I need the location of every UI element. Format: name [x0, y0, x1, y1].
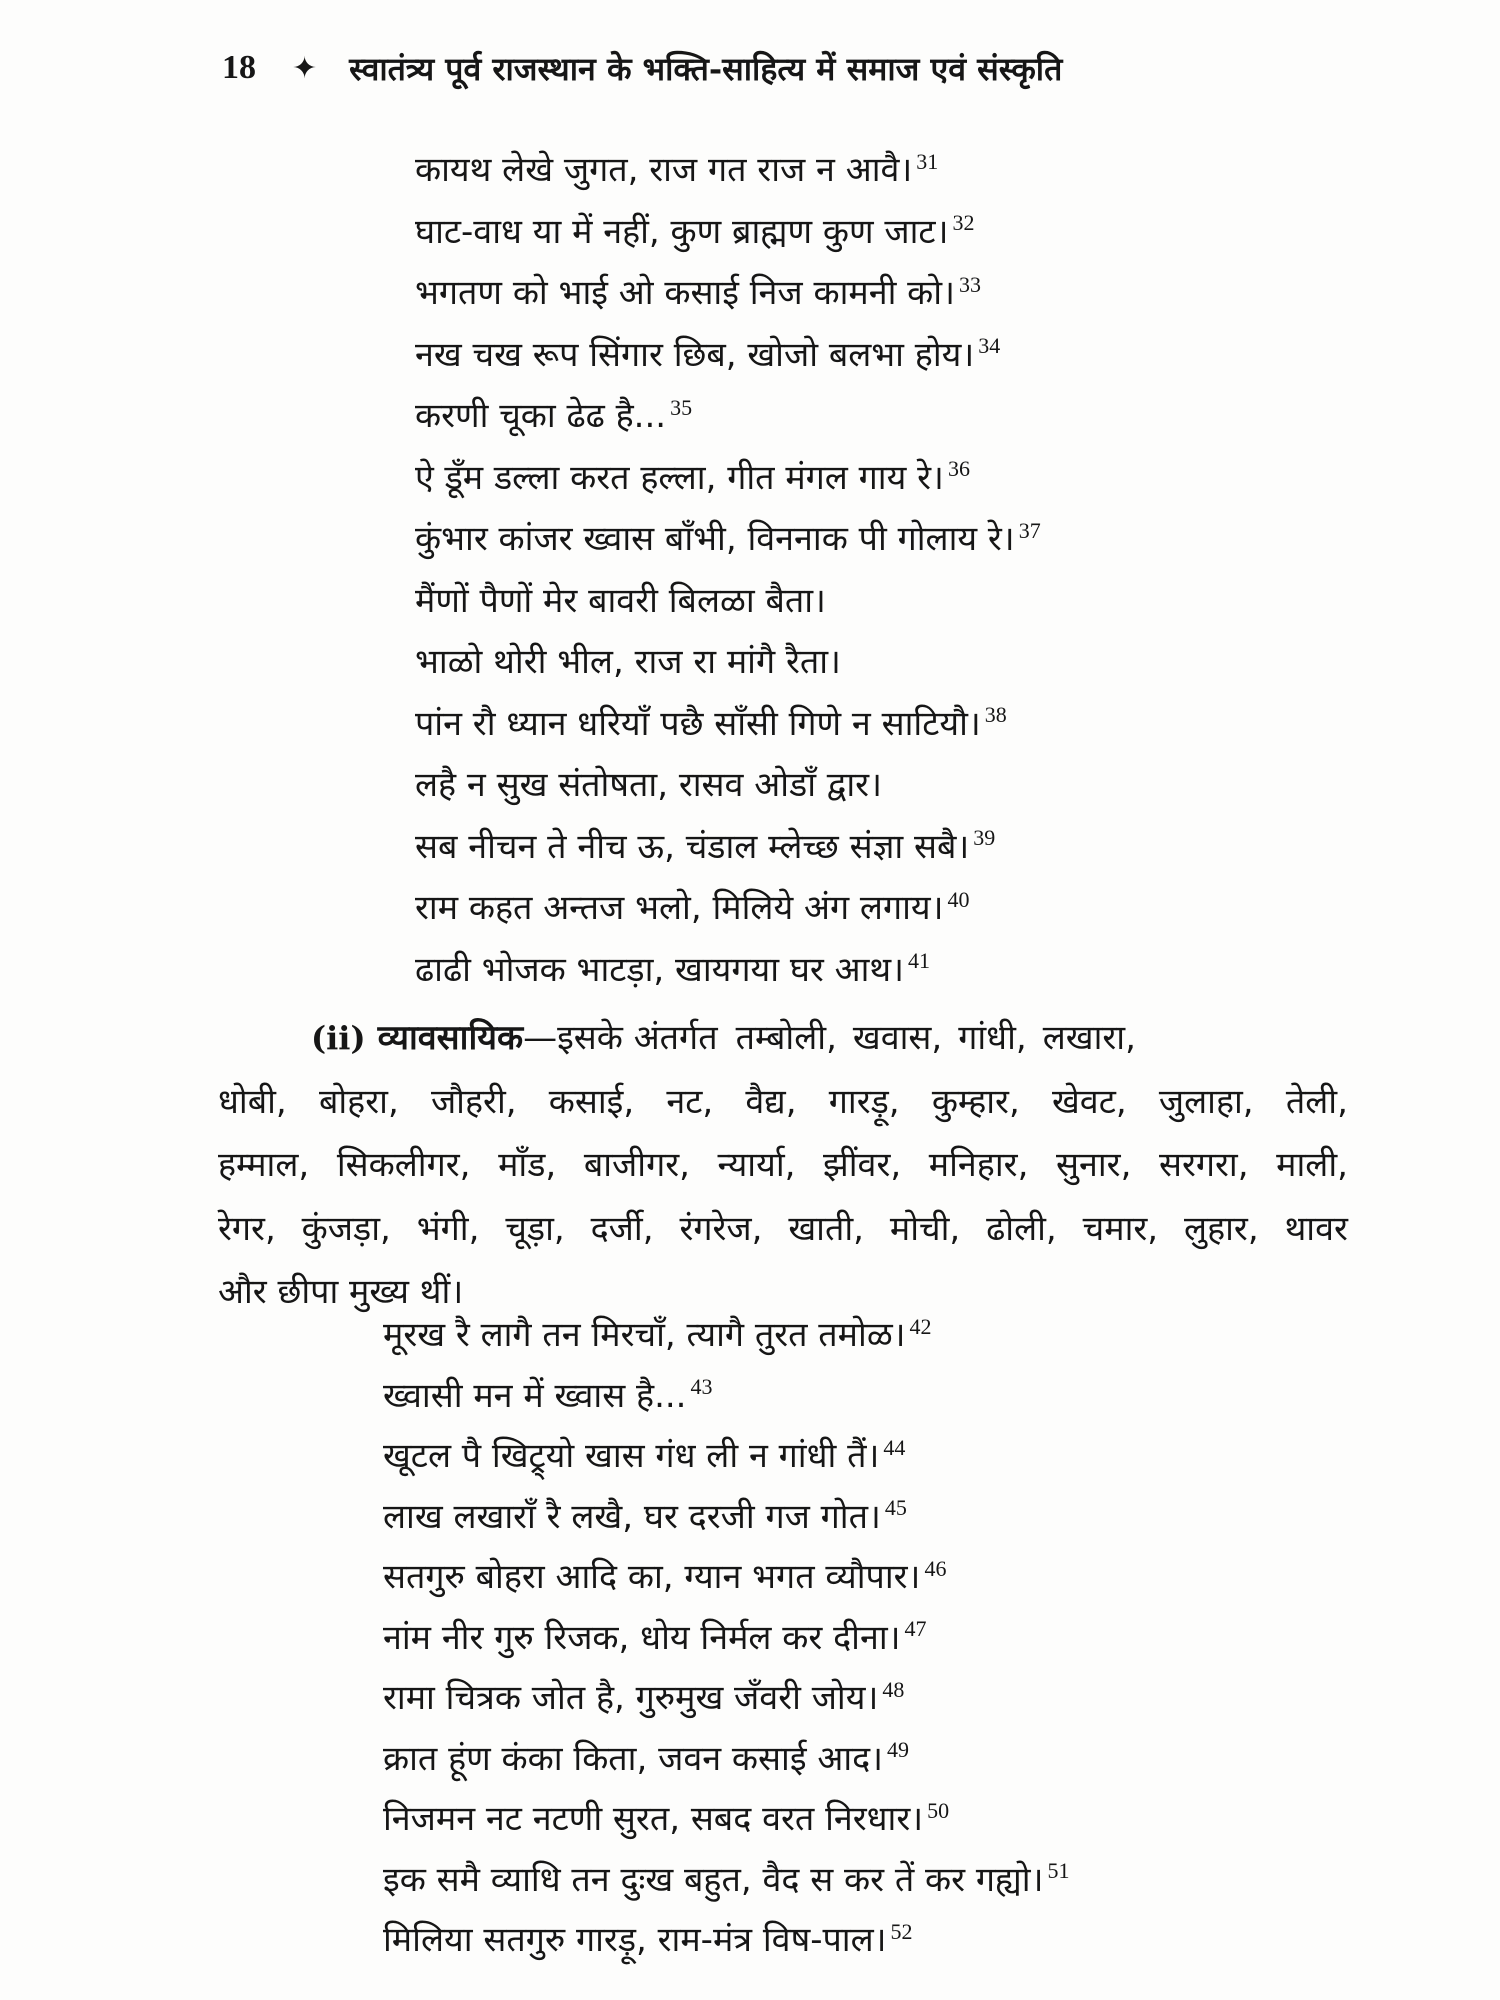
verse-line — [415, 571, 1041, 633]
footnote-marker: 49 — [887, 1737, 910, 1763]
verse-line — [383, 1305, 1069, 1366]
verse-line — [415, 817, 1041, 879]
paragraph-word: ढोली, — [986, 1208, 1057, 1249]
verse-text: घाट-वाध या में नहीं, कुण ब्राह्मण कुण जाट। — [415, 211, 949, 252]
paragraph-word: लुहार, — [1184, 1208, 1259, 1249]
paragraph-word: लखारा, — [1042, 1018, 1136, 1058]
verse-line — [383, 1547, 1069, 1608]
verse-text: खूटल पै खिट्र्यो खास गंध ली न गांधी तैं। — [383, 1436, 880, 1476]
paragraph-word: हम्माल, — [218, 1145, 310, 1185]
paragraph-word: खवास, — [852, 1018, 943, 1058]
paragraph-word: रंगरेज, — [679, 1208, 763, 1249]
paragraph-word: जुलाहा, — [1158, 1081, 1254, 1122]
verse-line — [415, 386, 1041, 448]
paragraph-line — [218, 1134, 1348, 1198]
verse-text: ख्वासी मन में ख्वास है... — [383, 1375, 687, 1416]
footnote-marker: 33 — [959, 271, 981, 297]
verse-text: ढाढी भोजक भाटड़ा, खायगया घर आथ। — [415, 949, 904, 990]
paragraph-word: तेली, — [1285, 1081, 1348, 1122]
verse-line — [383, 1608, 1069, 1669]
footnote-marker: 51 — [1047, 1858, 1070, 1884]
star-ornament-icon: ✦ — [292, 50, 318, 86]
verse-line — [383, 1729, 1069, 1790]
verse-line — [383, 1426, 1069, 1487]
verse-line — [415, 878, 1041, 940]
verse-text: नांम नीर गुरु रिजक, धोय निर्मल कर दीना। — [383, 1617, 901, 1658]
verse-line — [383, 1910, 1069, 1971]
verse-text: रामा चित्रक जोत है, गुरुमुख जँवरी जोय। — [383, 1678, 879, 1718]
paragraph-word: बोहरा, — [318, 1081, 399, 1122]
verse-line — [383, 1487, 1069, 1548]
footnote-marker: 40 — [947, 886, 970, 912]
paragraph-word: वैद्य, — [745, 1081, 797, 1122]
footnote-marker: 32 — [952, 210, 975, 236]
paragraph-word: सरगरा, — [1158, 1145, 1249, 1185]
paragraph-word: कसाई, — [548, 1081, 635, 1122]
verse-line — [383, 1366, 1069, 1427]
verse-text: मिलिया सतगुरु गारड़ू, राम-मंत्र विष-पाल। — [383, 1920, 887, 1960]
paragraph-word: माली, — [1276, 1145, 1348, 1185]
section-number: (ii) — [311, 1019, 366, 1057]
paragraph-word: झींवर, — [823, 1145, 902, 1185]
paragraph-word: नट, — [666, 1081, 714, 1122]
verse-text: निजमन नट नटणी सुरत, सबद वरत निरधार। — [383, 1799, 924, 1839]
paragraph-word: —इसके अंतर्गत — [523, 1018, 718, 1058]
verse-text: कुंभार कांजर ख्वास बाँभी, विननाक पी गोलाय रे। — [415, 519, 1015, 559]
paragraph-word: मॉंड, — [498, 1145, 557, 1185]
verse-line — [415, 694, 1041, 756]
verse-text: लहै न सुख संतोषता, रासव ओडाँ द्वार। — [415, 765, 882, 805]
verse-text: ऐ डूँम डल्ला करत हल्ला, गीत मंगल गाय रे। — [415, 457, 944, 498]
verse-line — [383, 1850, 1069, 1911]
verse-text: क्रात हूंण कंका किता, जवन कसाई आद। — [383, 1738, 884, 1779]
verse-text: मूरख रै लागै तन मिरचाँ, त्यागै तुरत तमोळ। — [383, 1315, 906, 1355]
paragraph-word: खेवट, — [1051, 1081, 1127, 1122]
paragraph-word: दर्जी, — [590, 1208, 654, 1249]
verse-block-1 — [415, 140, 1041, 1001]
verse-line — [383, 1668, 1069, 1729]
footnote-marker: 41 — [908, 948, 930, 974]
verse-text: सतगुरु बोहरा आदि का, ग्यान भगत व्यौपार। — [383, 1557, 921, 1597]
footnote-marker: 50 — [927, 1797, 950, 1823]
verse-line — [415, 509, 1041, 571]
verse-text: करणी चूका ढेढ है... — [415, 396, 667, 436]
footnote-marker: 48 — [882, 1676, 905, 1702]
paragraph-word: गांधी, — [958, 1018, 1027, 1058]
verse-text: मैंणों पैणों मेर बावरी बिलळा बैता। — [415, 580, 826, 621]
paragraph-word: भंगी, — [416, 1208, 480, 1249]
verse-line — [415, 755, 1041, 817]
verse-text: भाळो थोरी भील, राज रा मांगै रैता। — [415, 642, 841, 682]
footnote-marker: 47 — [904, 1616, 927, 1642]
verse-line — [415, 202, 1041, 264]
paragraph-word: न्यार्या, — [717, 1145, 796, 1185]
paragraph-occupational-castes — [218, 1007, 1348, 1325]
verse-line — [383, 1789, 1069, 1850]
paragraph-word: चमार, — [1082, 1208, 1159, 1249]
verse-text: कायथ लेखे जुगत, राज गत राज न आवै। — [415, 150, 913, 190]
footnote-marker: 42 — [909, 1313, 932, 1339]
footnote-marker: 45 — [884, 1495, 907, 1521]
footnote-marker: 52 — [890, 1918, 913, 1944]
verse-text: नख चख रूप सिंगार छिब, खोजो बलभा होय। — [415, 334, 975, 375]
footnote-marker: 39 — [973, 825, 996, 851]
footnote-marker: 38 — [984, 702, 1007, 728]
paragraph-word: बाजीगर, — [583, 1145, 690, 1185]
footnote-marker: 44 — [883, 1434, 906, 1460]
running-title: स्वातंत्र्य पूर्व राजस्थान के भक्ति-साहित्य में समाज एवं संस्कृति — [349, 49, 1063, 88]
page-number: 18 — [222, 49, 256, 86]
verse-text: लाख लखाराँ रै लखै, घर दरजी गज गोत। — [383, 1496, 881, 1537]
section-heading: व्यावसायिक — [377, 1018, 524, 1058]
paragraph-line — [218, 1071, 1348, 1135]
paragraph-word: जौहरी, — [430, 1081, 517, 1122]
paragraph-line — [218, 1198, 1348, 1262]
footnote-marker: 31 — [916, 148, 939, 174]
paragraph-word: कुम्हार, — [931, 1081, 1020, 1122]
page-header — [222, 38, 1362, 98]
paragraph-word: मनिहार, — [928, 1145, 1029, 1185]
verse-line — [415, 140, 1041, 202]
paragraph-word: थावर — [1284, 1208, 1348, 1249]
paragraph-word: गारड़ू, — [828, 1081, 900, 1122]
verse-line — [415, 632, 1041, 694]
paragraph-word: सिकलीगर, — [336, 1145, 471, 1185]
verse-text: भगतण को भाई ओ कसाई निज कामनी को। — [415, 273, 955, 313]
verse-text: पांन रौ ध्यान धरियाँ पछै साँसी गिणे न साटियौ। — [415, 703, 981, 744]
verse-line — [415, 940, 1041, 1002]
footnote-marker: 43 — [690, 1374, 713, 1400]
footnote-marker: 35 — [670, 394, 693, 420]
footnote-marker: 36 — [947, 456, 970, 482]
verse-text: इक समै व्याधि तन दुःख बहुत, वैद स कर तें कर गह्यो। — [383, 1859, 1044, 1900]
footnote-marker: 34 — [978, 333, 1001, 359]
paragraph-word: खाती, — [788, 1208, 864, 1249]
paragraph-word: रेगर, — [218, 1208, 276, 1249]
paragraph-word: तम्बोली, — [735, 1018, 837, 1058]
paragraph-word: कुंजड़ा, — [301, 1208, 391, 1249]
paragraph-word: सुनार, — [1056, 1145, 1132, 1185]
paragraph-word: चूड़ा, — [505, 1208, 565, 1249]
verse-line — [415, 325, 1041, 387]
footnote-marker: 46 — [924, 1555, 947, 1581]
verse-text: सब नीचन ते नीच ऊ, चंडाल म्लेच्छ संज्ञा सबै। — [415, 826, 970, 867]
verse-line — [415, 448, 1041, 510]
paragraph-word: और छीपा मुख्य थीं। — [218, 1272, 464, 1312]
verse-text: राम कहत अन्तज भलो, मिलिये अंग लगाय। — [415, 888, 944, 928]
paragraph-line — [218, 1007, 1348, 1071]
paragraph-word: धोबी, — [218, 1081, 287, 1122]
verse-block-2 — [383, 1305, 1069, 1971]
verse-line — [415, 263, 1041, 325]
paragraph-word: मोची, — [889, 1208, 961, 1249]
footnote-marker: 37 — [1018, 517, 1041, 543]
